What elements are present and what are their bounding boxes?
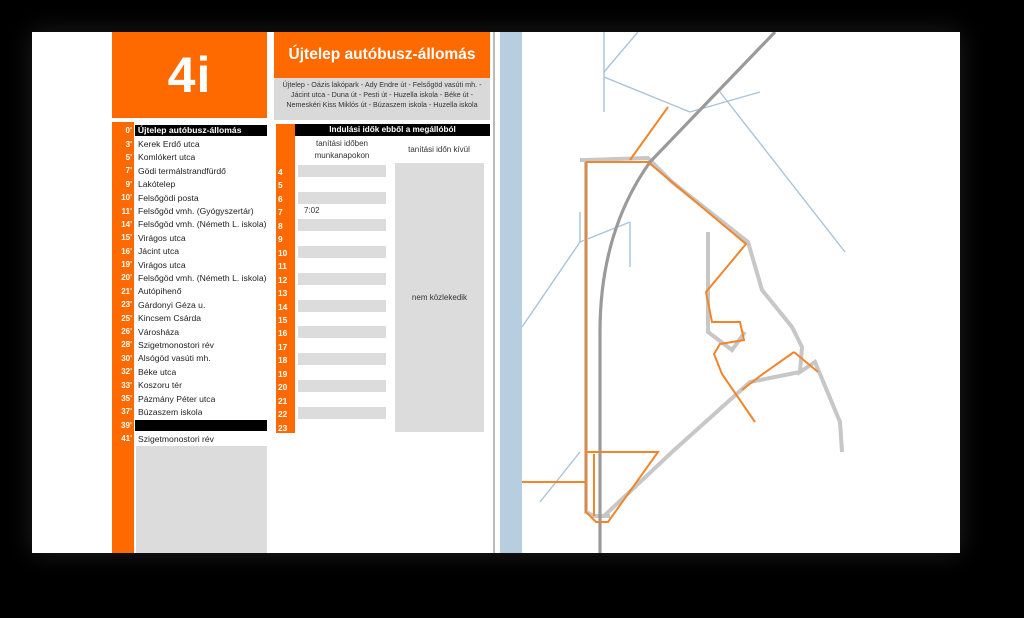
- stop-name: Gárdonyi Géza u.: [138, 299, 206, 310]
- hour-label: 17: [278, 341, 288, 352]
- stop-name: Alsógöd vasúti mh.: [138, 353, 211, 364]
- stop-name: Jácint utca: [138, 246, 180, 257]
- stop-name: Felsőgöd vmh. (Németh L. iskola): [138, 272, 267, 283]
- timetable-sheet: [32, 32, 960, 553]
- stop-row: [112, 285, 267, 298]
- stop-name: Búzaszem iskola: [138, 406, 203, 417]
- hour-label: 8: [278, 220, 283, 231]
- hour-label: 6: [278, 193, 283, 204]
- departure-cell: [298, 367, 386, 379]
- stop-row: [112, 191, 267, 204]
- stop-minute: 11': [121, 206, 132, 216]
- stop-row: [112, 338, 267, 351]
- map-road: [604, 32, 690, 112]
- not-operating-note: nem közlekedik: [411, 293, 468, 302]
- stop-name: Újtelep autóbusz-állomás: [135, 125, 267, 136]
- stop-minute: 21': [121, 286, 132, 296]
- empty-area: [136, 446, 267, 553]
- stop-name: Városháza: [138, 326, 180, 337]
- stop-row: [112, 151, 267, 164]
- stop-name: Gödi termálstrandfürdő: [138, 165, 226, 176]
- stop-minute: 28': [121, 340, 132, 350]
- stop-minute: 35': [121, 394, 132, 403]
- railway: [600, 32, 775, 553]
- hour-label: 19: [278, 368, 288, 379]
- departure-cell: [298, 232, 386, 244]
- stop-name: Felsőgöd vmh. (Gyógyszertár): [138, 206, 254, 217]
- stop-name: Autópihenő: [138, 286, 182, 297]
- stop-minute: 20': [121, 273, 132, 283]
- stop-name: Szigetmonostori rév: [138, 339, 214, 350]
- stop-name: Szigetmonostori rév: [138, 433, 214, 444]
- departure-cell: [298, 300, 386, 312]
- departure-cell: [298, 246, 386, 258]
- stop-row: [112, 298, 267, 311]
- hour-label: 13: [278, 288, 288, 299]
- stop-name: Béke utca: [138, 366, 177, 377]
- station-name: Újtelep autóbusz-állomás: [288, 46, 476, 63]
- hour-label: 15: [278, 314, 288, 325]
- stop-row: [112, 325, 267, 338]
- stop-row: [112, 432, 267, 445]
- bus-route: [586, 162, 755, 422]
- stop-minute: 30': [121, 353, 132, 363]
- non-school-column-title: tanítási időn kívül: [408, 145, 470, 154]
- stop-name: Virágos utca: [138, 232, 186, 243]
- stop-row: [112, 204, 267, 217]
- hour-label: 10: [278, 247, 288, 258]
- bus-route: [742, 352, 794, 390]
- stop-row: [112, 311, 267, 324]
- stop-minute: 0': [125, 126, 132, 136]
- route-description: Újtelep - Oázis lakópark - Ady Endre út - Felsőgöd vasúti mh. - Jácint utca - Duna út - Pesti út - Huzella iskola - Béke út - Nemeskéri Kiss Miklós út - Búzaszem iskola - Huzella iskola: [274, 78, 490, 120]
- departure-cell: [298, 313, 386, 325]
- stop-row: [112, 137, 267, 150]
- departure-cell: [298, 219, 386, 231]
- departure-cell: [298, 340, 386, 352]
- stop-name: Koszoru tér: [138, 380, 182, 391]
- map-road: [580, 158, 842, 452]
- stop-minute: 3': [125, 139, 132, 149]
- line-number: 4i: [167, 47, 212, 103]
- stop-row: [112, 178, 267, 191]
- stop-minute: 19': [121, 260, 132, 270]
- departure-cell: 7:02: [304, 206, 320, 216]
- stop-minute: 33': [121, 380, 132, 390]
- map-road: [604, 32, 638, 72]
- river: [500, 32, 522, 553]
- stop-name: Kerek Erdő utca: [138, 139, 200, 150]
- map-road: [708, 232, 745, 350]
- stop-name: Felsőgöd vmh. (Németh L. iskola): [138, 219, 267, 230]
- departure-cell: [298, 421, 386, 433]
- departure-cell: [298, 286, 386, 298]
- map-road: [586, 160, 800, 516]
- stop-minute: 15': [121, 233, 132, 243]
- stop-minute: 37': [121, 407, 132, 417]
- line-number-badge: [112, 32, 267, 118]
- stop-name: Pázmány Péter utca: [138, 393, 216, 404]
- departure-cell: [298, 192, 386, 204]
- stop-row: [112, 218, 267, 231]
- stop-minute: 5': [125, 152, 132, 162]
- stop-row: [112, 392, 267, 405]
- hour-label: 7: [278, 207, 283, 218]
- departure-cell: [298, 394, 386, 406]
- hour-label: 12: [278, 274, 288, 285]
- departure-cell: [298, 273, 386, 285]
- hour-label: 23: [278, 422, 288, 433]
- departure-cell: [298, 165, 386, 177]
- stop-minute: 16': [121, 246, 132, 256]
- map-road: [522, 242, 580, 327]
- departure-cell: [298, 259, 386, 271]
- stop-row: [112, 352, 267, 365]
- stop-list: [112, 124, 267, 445]
- hour-label: 20: [278, 382, 288, 393]
- column-divider: [493, 32, 495, 553]
- schoolday-column-title: tanítási időben munkanapokon: [314, 139, 370, 160]
- hour-label: 22: [278, 409, 288, 420]
- route-map: [500, 32, 960, 553]
- hour-label: 11: [278, 261, 287, 272]
- hour-label: 18: [278, 355, 288, 366]
- stop-minute: 14': [121, 219, 132, 229]
- stop-row: [112, 258, 267, 271]
- stop-name: Lakótelep: [138, 179, 176, 190]
- map-road: [720, 92, 845, 252]
- stop-name: Felsőgödi posta: [138, 192, 199, 203]
- stop-row: [112, 365, 267, 378]
- hour-label: 4: [278, 167, 283, 177]
- stop-row: [112, 405, 267, 418]
- stop-name: Virágos utca: [138, 259, 186, 270]
- hour-label: 21: [278, 395, 288, 406]
- stop-minute: 10': [121, 193, 132, 203]
- stop-row: [112, 245, 267, 258]
- stop-row: [112, 419, 267, 432]
- stop-name: Komlókert utca: [138, 152, 196, 163]
- hour-label: 16: [278, 328, 288, 339]
- hour-label: 9: [278, 234, 283, 245]
- stop-minute: 23': [121, 300, 132, 310]
- departure-cell: [298, 178, 386, 190]
- stop-minute: 39': [121, 420, 132, 430]
- stop-row: [112, 124, 267, 137]
- stop-row: [112, 231, 267, 244]
- bus-route: [630, 107, 668, 160]
- departure-cell: [298, 326, 386, 338]
- departure-title: Indulási idők ebből a megállóból: [295, 124, 490, 136]
- stop-row: [112, 164, 267, 177]
- stop-name: Kincsem Csárda: [138, 313, 202, 324]
- stop-name: [135, 420, 267, 431]
- map-road: [540, 452, 580, 502]
- stop-row: [112, 378, 267, 391]
- stop-minute: 26': [121, 327, 132, 337]
- hour-label: 14: [278, 301, 288, 312]
- stop-minute: 9': [125, 179, 132, 189]
- hour-label: 5: [278, 180, 283, 191]
- departure-cell: [298, 353, 386, 365]
- stop-minute: 41': [121, 434, 132, 444]
- stop-minute: 7': [125, 166, 132, 176]
- stop-minute: 32': [121, 367, 132, 377]
- stop-row: [112, 271, 267, 284]
- station-title: [274, 32, 490, 78]
- departure-cell: [298, 407, 386, 419]
- departure-cell: [298, 380, 386, 392]
- stop-minute: 25': [121, 313, 132, 323]
